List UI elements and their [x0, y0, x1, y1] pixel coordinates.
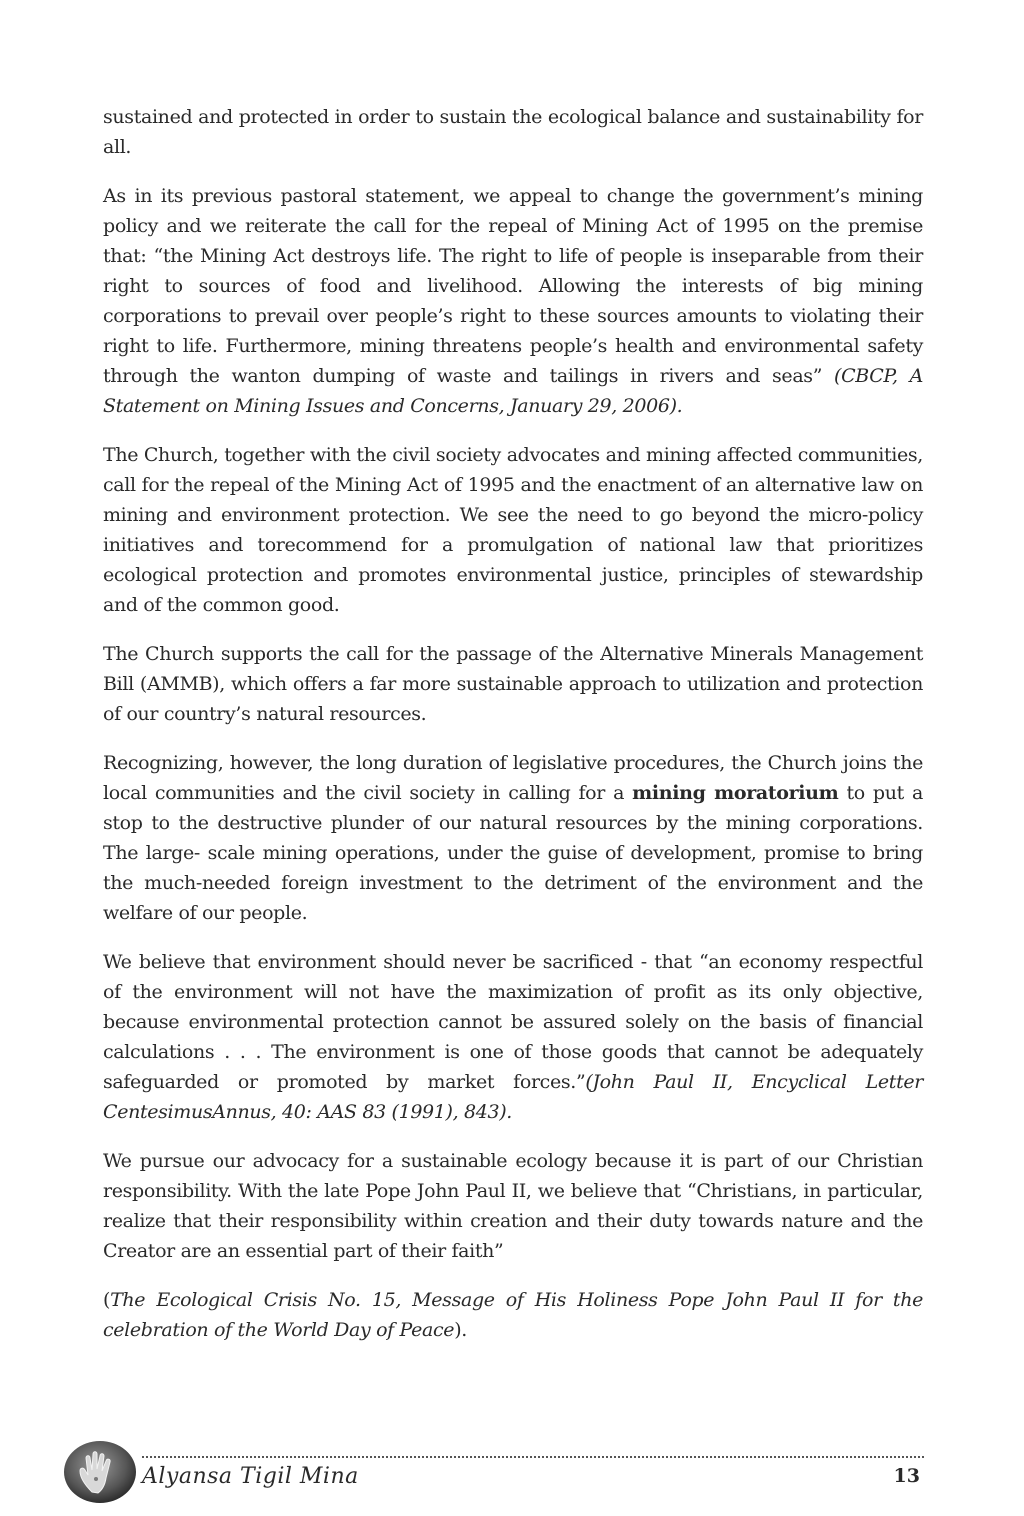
paragraph-5-text-after: to put a stop to the destructive plunder of our natural resources by the mining corporations. The large- scale mining operations, under the guise of development, promise to bring the much-needed foreign investment to the detriment of the environment and the welfare of our people.: [103, 782, 923, 924]
paragraph-4: The Church supports the call for the passage of the Alternative Minerals Management Bill (AMMB), which offers a far more sustainable approach to utilization and protection of our country’s natural resources.: [103, 643, 923, 725]
footer-dotted-rule: [142, 1456, 924, 1458]
paragraph-8-close: ).: [454, 1319, 467, 1341]
hand-logo-icon: [62, 1438, 138, 1506]
paragraph-8: [103, 1285, 923, 1345]
paragraph-7: We pursue our advocacy for a sustainable ecology because it is part of our Christian responsibility. With the late Pope John Paul II, we believe that “Christians, in particular, realize that their responsibility within creation and their duty towards nature and the Creator are an essential part of their faith”: [103, 1150, 923, 1262]
paragraph-6-text: We believe that environment should never be sacrificed - that “an economy respectful of the environment will not have the maximization of profit as its only objective, because environmental protection cannot be assured solely on the basis of financial calculations . . . The environment is one of those goods that cannot be adequately safeguarded or promoted by market forces.”: [103, 951, 923, 1093]
paragraph-2-citation: (CBCP, A Statement on Mining Issues and Concerns, January 29, 2006).: [103, 365, 923, 417]
paragraph-6: [103, 947, 923, 1127]
document-body: [103, 102, 923, 1364]
paragraph-5-emphasis: mining moratorium: [632, 782, 839, 804]
footer-brand: Alyansa Tigil Mina: [142, 1464, 359, 1489]
paragraph-2: [103, 181, 923, 421]
page-footer: [62, 1436, 924, 1508]
paragraph-3: The Church, together with the civil society advocates and mining affected communities, call for the repeal of the Mining Act of 1995 and the enactment of an alternative law on mining and environment protection. We see the need to go beyond the micro-policy initiatives and torecommend for a promulgation of national law that prioritizes ecological protection and promotes environmental justice, principles of stewardship and of the common good.: [103, 444, 923, 616]
page-number: 13: [893, 1465, 920, 1487]
paragraph-2-text: As in its previous pastoral statement, we appeal to change the government’s mining policy and we reiterate the call for the repeal of Mining Act of 1995 on the premise that: “the Mining Act destroys life. The right to life of people is inseparable from their right to sources of food and livelihood. Allowing the interests of big mining corporations to prevail over people’s right to these sources amounts to violating their right to life. Furthermore, mining threatens people’s health and environmental safety through the wanton dumping of waste and tailings in rivers and seas”: [103, 185, 923, 387]
paragraph-5-text-before: Recognizing, however, the long duration of legislative procedures, the Church joins the local communities and the civil society in calling for a: [103, 752, 923, 804]
paragraph-8-open: (: [103, 1289, 111, 1311]
paragraph-5: [103, 748, 923, 928]
paragraph-8-citation: The Ecological Crisis No. 15, Message of His Holiness Pope John Paul II for the celebration of the World Day of Peace: [103, 1289, 923, 1341]
paragraph-6-citation: (John Paul II, Encyclical Letter CentesimusAnnus, 40: AAS 83 (1991), 843).: [103, 1071, 923, 1123]
paragraph-1: sustained and protected in order to sustain the ecological balance and sustainability for all.: [103, 106, 923, 158]
